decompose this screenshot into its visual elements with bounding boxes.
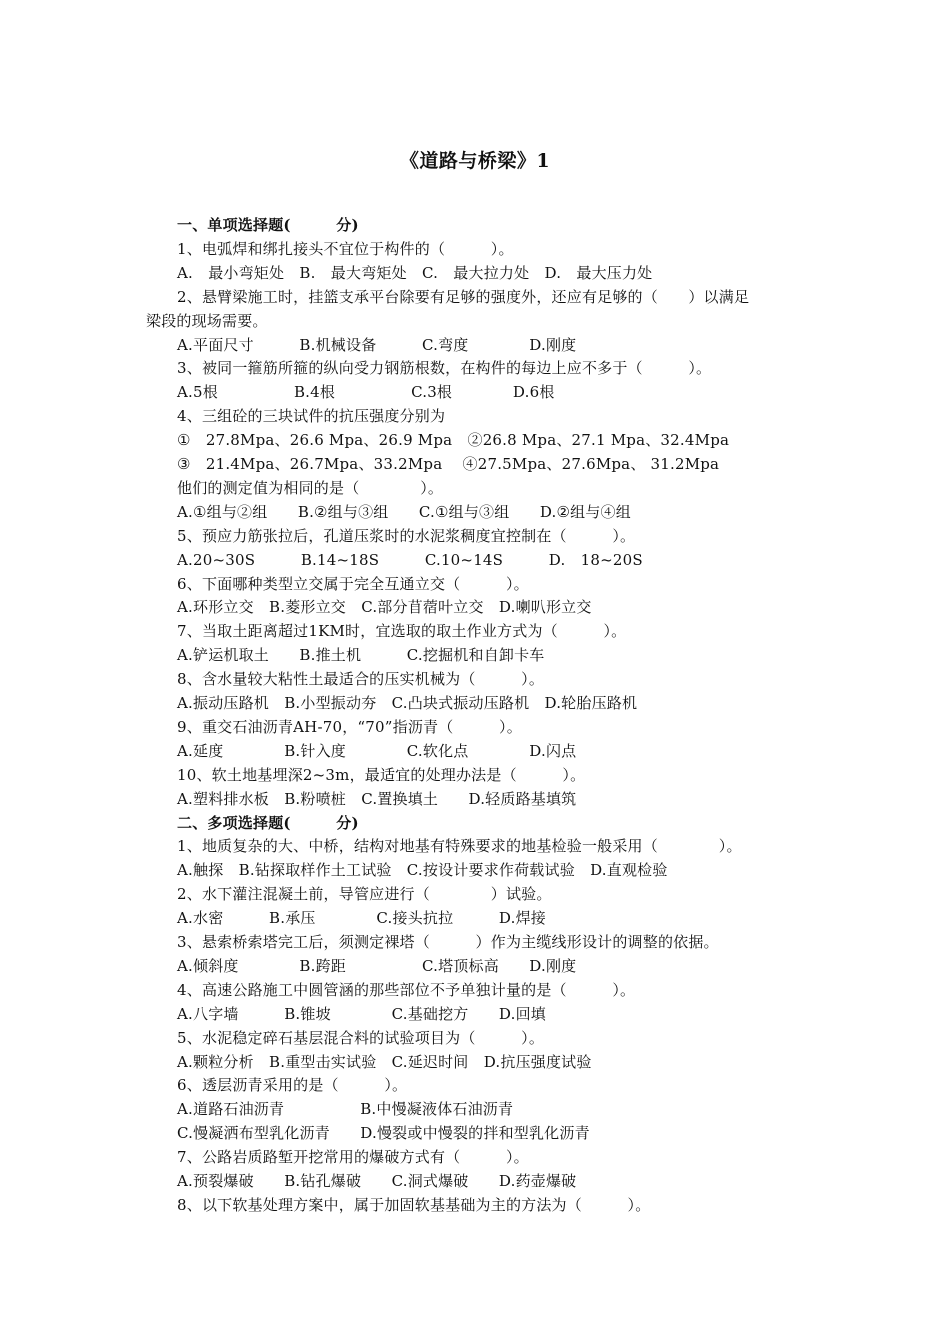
document-line: 10、软土地基埋深2~3m，最适宜的处理办法是（ ）。 <box>177 765 586 784</box>
document-line: A.倾斜度 B.跨距 C.塔顶标高 D.刚度 <box>177 956 577 975</box>
document-line: A.平面尺寸 B.机械设备 C.弯度 D.刚度 <box>177 335 577 354</box>
document-line: 1、地质复杂的大、中桥，结构对地基有特殊要求的地基检验一般采用（ ）。 <box>177 837 742 856</box>
document-line: 8、含水量较大粘性土最适合的压实机械为（ ）。 <box>177 670 545 689</box>
document-line: 1、电弧焊和绑扎接头不宜位于构件的（ ）。 <box>177 239 514 258</box>
document-line: 6、透层沥青采用的是（ ）。 <box>177 1076 408 1095</box>
document-line: 8、以下软基处理方案中，属于加固软基基础为主的方法为（ ）。 <box>177 1195 651 1214</box>
document-line: 9、重交石油沥青AH-70，“70”指沥青（ ）。 <box>177 717 522 736</box>
document-line: 5、水泥稳定碎石基层混合料的试验项目为（ ）。 <box>177 1028 545 1047</box>
document-line: 3、被同一箍筋所箍的纵向受力钢筋根数，在构件的每边上应不多于（ ）。 <box>177 359 712 378</box>
section-heading: 二、多项选择题( 分) <box>177 813 359 832</box>
document-line: 梁段的现场需要。 <box>146 311 268 330</box>
document-title: 《道路与桥梁》1 <box>399 150 551 172</box>
document-line: 7、当取土距离超过1KM时，宜选取的取土作业方式为（ ）。 <box>177 622 627 641</box>
document-line: A.颗粒分析 B.重型击实试验 C.延迟时间 D.抗压强度试验 <box>177 1052 592 1071</box>
document-line: A.5根 B.4根 C.3根 D.6根 <box>177 383 555 402</box>
document-line: 3、悬索桥索塔完工后，须测定裸塔（ ）作为主缆线形设计的调整的依据。 <box>177 933 719 951</box>
document-line: A.预裂爆破 B.钻孔爆破 C.洞式爆破 D.药壶爆破 <box>177 1172 577 1190</box>
document-line: A.环形立交 B.菱形立交 C.部分苜蓿叶立交 D.喇叭形立交 <box>177 598 592 617</box>
document-line: A.延度 B.针入度 C.软化点 D.闪点 <box>177 741 577 760</box>
section-heading: 一、单项选择题( 分) <box>177 216 359 234</box>
document-line: 2、悬臂梁施工时，挂篮支承平台除要有足够的强度外，还应有足够的（ ）以满足 <box>177 287 750 306</box>
document-line: 2、水下灌注混凝土前，导管应进行（ ）试验。 <box>177 885 552 904</box>
document-line: C.慢凝洒布型乳化沥青 D.慢裂或中慢裂的拌和型乳化沥青 <box>177 1124 590 1143</box>
document-line: A. 最小弯矩处 B. 最大弯矩处 C. 最大拉力处 D. 最大压力处 <box>177 263 653 282</box>
document-line: 6、下面哪种类型立交属于完全互通立交（ ）。 <box>177 574 529 593</box>
document-line: A.水密 B.承压 C.接头抗拉 D.焊接 <box>177 909 546 928</box>
document-line: A.道路石油沥青 B.中慢凝液体石油沥青 <box>177 1100 514 1119</box>
document-line: ③ 21.4Mpa、26.7Mpa、33.2Mpa ④27.5Mpa、27.6Mpa、 31.2Mpa <box>177 455 720 473</box>
document-line: A.触探 B.钻探取样作土工试验 C.按设计要求作荷载试验 D.直观检验 <box>177 861 668 880</box>
document-line: 4、三组砼的三块试件的抗压强度分别为 <box>177 407 446 426</box>
document-line: 7、公路岩质路堑开挖常用的爆破方式有（ ）。 <box>177 1148 529 1167</box>
document-line: 4、高速公路施工中圆管涵的那些部位不予单独计量的是（ ）。 <box>177 980 636 999</box>
document-line: A.铲运机取土 B.推土机 C.挖掘机和自卸卡车 <box>177 646 545 665</box>
document-line: A.20~30S B.14~18S C.10~14S D. 18~20S <box>177 550 643 569</box>
document-line: A.八字墙 B.锥坡 C.基础挖方 D.回填 <box>177 1004 546 1023</box>
document-line: A.①组与②组 B.②组与③组 C.①组与③组 D.②组与④组 <box>177 502 631 521</box>
document-line: 5、预应力筋张拉后，孔道压浆时的水泥浆稠度宜控制在（ ）。 <box>177 526 636 545</box>
document-line: 他们的测定值为相同的是（ ）。 <box>177 478 444 497</box>
document-line: ① 27.8Mpa、26.6 Mpa、26.9 Mpa ②26.8 Mpa、27.1 Mpa、32.4Mpa <box>177 431 730 450</box>
document-line: A.振动压路机 B.小型振动夯 C.凸块式振动压路机 D.轮胎压路机 <box>177 694 638 712</box>
document-line: A.塑料排水板 B.粉喷桩 C.置换填土 D.轻质路基填筑 <box>177 789 577 808</box>
